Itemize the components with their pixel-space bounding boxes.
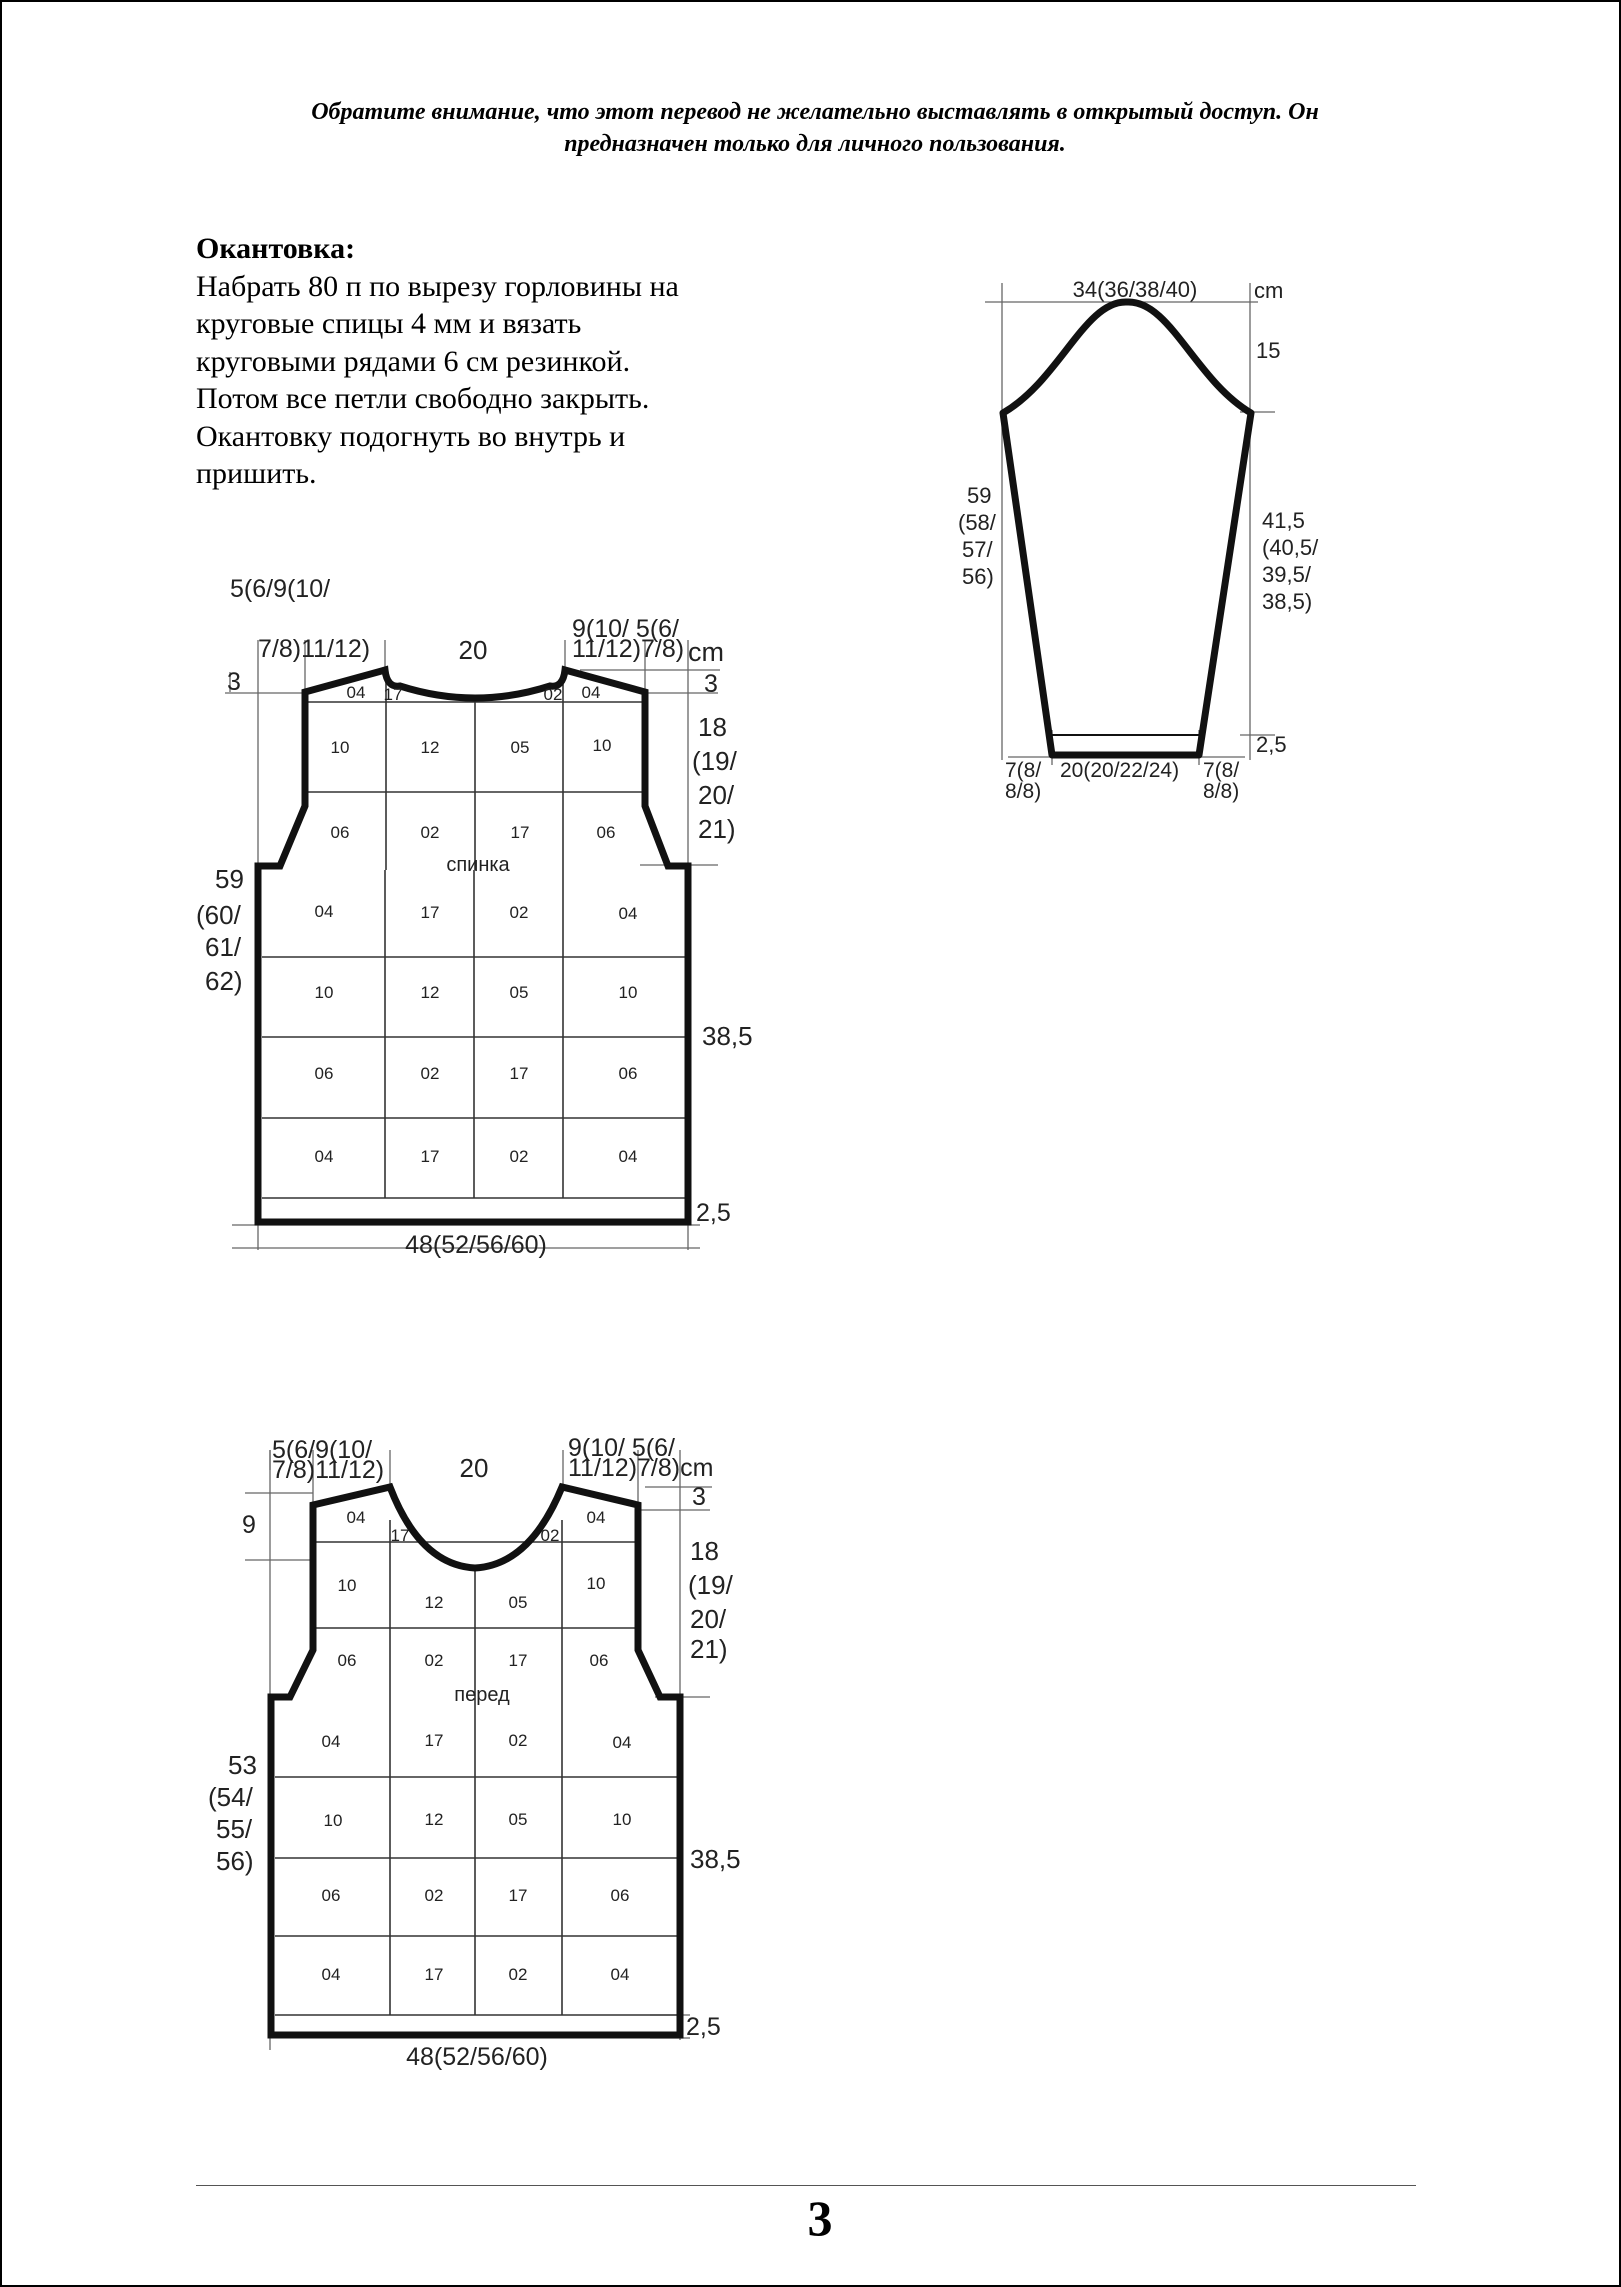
front-cell: 04 (586, 1508, 606, 1527)
back-cell: 17 (420, 903, 440, 922)
front-cell: 10 (323, 1811, 343, 1830)
back-cell: 12 (420, 738, 440, 757)
back-neck-width: 20 (458, 635, 488, 665)
front-cell: 02 (540, 1526, 560, 1545)
sleeve-length-right: 41,5 (1262, 508, 1305, 533)
back-cell: 06 (596, 823, 616, 842)
back-armhole: 20/ (698, 780, 735, 810)
front-cell: 02 (424, 1886, 444, 1905)
sleeve-bottom-left: 8/8) (1005, 780, 1042, 803)
front-total-length: 53 (228, 1750, 257, 1780)
front-neck-depth-left: 9 (242, 1511, 256, 1539)
front-cell: 12 (424, 1810, 444, 1829)
front-cell: 10 (612, 1810, 632, 1829)
sleeve-top-width: 34(36/38/40) (1072, 277, 1198, 302)
front-cell: 17 (508, 1651, 528, 1670)
front-cell: 04 (612, 1733, 632, 1752)
back-armhole: 18 (698, 712, 727, 742)
sleeve-length-right: 38,5) (1262, 589, 1313, 614)
notice-line-1: Обратите внимание, что этот перевод не желательно выставлять в открытый доступ. Он (311, 99, 1319, 125)
sleeve-length-right: (40,5/ (1262, 535, 1319, 560)
back-shoulder-right: 9(10/ 5(6/ (572, 615, 680, 643)
back-cell: 17 (510, 823, 530, 842)
back-cell: 04 (314, 902, 334, 921)
front-armhole: 20/ (690, 1604, 727, 1634)
front-shoulder-right: 9(10/ 5(6/ (568, 1434, 676, 1462)
front-cell: 06 (321, 1886, 341, 1905)
front-neck-depth-right: 3 (692, 1483, 706, 1511)
sleeve-bottom-width: 20(20/22/24) (1060, 759, 1180, 782)
front-cell: 05 (508, 1810, 528, 1829)
back-cell: 06 (618, 1064, 638, 1083)
sleeve-cap-height: 15 (1256, 338, 1281, 363)
back-shoulder-right: 11/12)7/8) (572, 635, 685, 663)
back-cell: 10 (314, 983, 334, 1002)
front-shoulder-right: 11/12)7/8)cm (568, 1454, 714, 1482)
page-number: 3 (807, 2190, 833, 2246)
back-cell: 17 (383, 685, 403, 704)
edging-line: Потом все петли свободно закрыть. (196, 382, 650, 415)
front-cell: 17 (424, 1731, 444, 1750)
back-neck-depth-left: 3 (227, 668, 241, 696)
back-cell: 05 (510, 738, 530, 757)
back-piece-label: спинка (446, 854, 510, 876)
front-armhole: (19/ (688, 1570, 733, 1600)
front-cell: 17 (424, 1965, 444, 1984)
back-neck-depth-right: 3 (704, 670, 718, 698)
front-rib-height: 2,5 (686, 2013, 721, 2041)
sleeve-length-left: 57/ (962, 537, 993, 562)
back-total-length: 59 (215, 864, 244, 894)
back-cell: 04 (581, 683, 601, 702)
back-cell: 02 (509, 1147, 529, 1166)
back-cell: 10 (330, 738, 350, 757)
back-cell: 04 (618, 1147, 638, 1166)
edging-line: круговыми рядами 6 см резинкой. (196, 344, 631, 378)
front-total-length: 56) (216, 1846, 254, 1876)
back-width: 48(52/56/60) (405, 1231, 547, 1259)
front-cell: 02 (508, 1965, 528, 1984)
sleeve-length-left: (58/ (958, 510, 996, 535)
front-grid-lines (275, 1520, 678, 2015)
back-cell: 02 (420, 1064, 440, 1083)
back-cell: 02 (509, 903, 529, 922)
back-cell: 02 (543, 685, 563, 704)
back-cell: 10 (618, 983, 638, 1002)
edging-line: Набрать 80 п по вырезу горловины на (196, 269, 679, 303)
back-cell: 06 (314, 1064, 334, 1083)
front-cell: 06 (337, 1651, 357, 1670)
front-armhole: 21) (690, 1634, 728, 1664)
front-cell: 04 (321, 1732, 341, 1751)
back-cell: 17 (420, 1147, 440, 1166)
front-cell: 10 (586, 1574, 606, 1593)
front-cell: 04 (610, 1965, 630, 1984)
back-shoulder-left: 7/8)11/12) (258, 635, 371, 663)
front-armhole: 18 (690, 1536, 719, 1566)
sleeve-length-left: 56) (962, 564, 994, 589)
sleeve-length-right: 39,5/ (1262, 562, 1311, 587)
back-cell: 05 (509, 983, 529, 1002)
back-cell: 12 (420, 983, 440, 1002)
back-cell: 02 (420, 823, 440, 842)
front-neck-width: 20 (459, 1453, 489, 1483)
sleeve-cuff-height: 2,5 (1256, 732, 1287, 757)
back-rib-height: 2,5 (696, 1199, 731, 1227)
sleeve-bottom-left: 7(8/ (1005, 759, 1042, 782)
back-cell: 06 (330, 823, 350, 842)
front-cell: 05 (508, 1593, 528, 1612)
front-piece-label: перед (454, 1684, 510, 1706)
front-cell: 12 (424, 1593, 444, 1612)
front-cell: 10 (337, 1576, 357, 1595)
front-cell: 04 (321, 1965, 341, 1984)
edging-line: пришить. (196, 457, 317, 490)
front-width: 48(52/56/60) (406, 2043, 548, 2071)
back-side-length: 38,5 (702, 1021, 753, 1051)
back-cell: 04 (618, 904, 638, 923)
back-unit: cm (688, 637, 724, 667)
back-total-length: 61/ (205, 932, 242, 962)
edging-line: Окантовку подогнуть во внутрь и (196, 419, 626, 453)
back-cell: 17 (509, 1064, 529, 1083)
back-shoulder-left: 5(6/9(10/ (230, 575, 331, 603)
front-side-length: 38,5 (690, 1844, 741, 1874)
footer-rule (196, 2185, 1416, 2186)
back-total-length: (60/ (196, 900, 241, 930)
front-cell: 02 (424, 1651, 444, 1670)
back-armhole: (19/ (692, 746, 737, 776)
back-armhole: 21) (698, 814, 736, 844)
edging-line: круговые спицы 4 мм и вязать (196, 307, 582, 340)
front-total-length: (54/ (208, 1782, 253, 1812)
edging-heading: Окантовка: (196, 232, 356, 265)
back-total-length: 62) (205, 966, 243, 996)
front-shoulder-left: 5(6/9(10/ (272, 1436, 373, 1464)
back-cell: 04 (346, 683, 366, 702)
front-shoulder-left: 7/8)11/12) (272, 1456, 385, 1484)
notice-line-2: предназначен только для личного пользования. (564, 131, 1066, 157)
front-cell: 17 (390, 1526, 410, 1545)
back-cell: 10 (592, 736, 612, 755)
sleeve-length-left: 59 (967, 483, 992, 508)
sleeve-bottom-right: 8/8) (1203, 780, 1240, 803)
front-cell: 04 (346, 1508, 366, 1527)
front-cell: 06 (610, 1886, 630, 1905)
sleeve-unit: cm (1254, 278, 1284, 303)
front-cell: 17 (508, 1886, 528, 1905)
back-cell: 04 (314, 1147, 334, 1166)
sleeve-bottom-right: 7(8/ (1203, 759, 1240, 782)
front-cell: 02 (508, 1731, 528, 1750)
front-total-length: 55/ (216, 1814, 253, 1844)
front-cell: 06 (589, 1651, 609, 1670)
